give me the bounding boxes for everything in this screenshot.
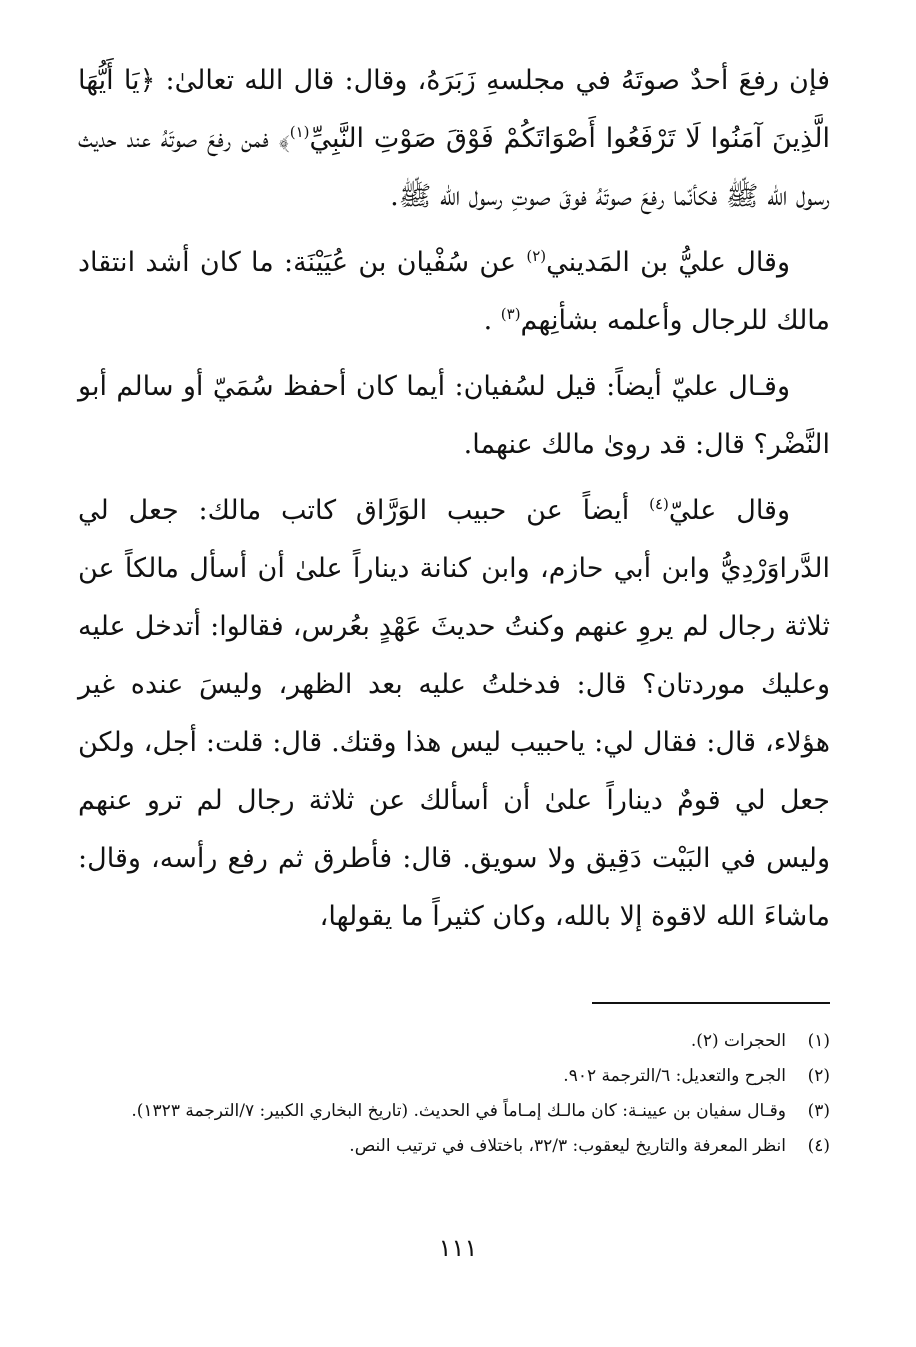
footnote-number: (٢) [807,1066,830,1086]
paragraph-1: فإن رفعَ أحدٌ صوتَهُ في مجلسهِ زَبَرَهُ، وقال: قال الله تعالىٰ: ﴿يَا أَيُّهَا الَّذِينَ آمَنُوا لَا تَرْفَعُوا أَصْوَاتَكُمْ فَوْقَ صَوْتِ النَّبِيِّ$^{(١)}$﴾ فمن رفعَ صوتَهُ عند حديث رسول الله ﷺ فكأنّما رفعَ صوتَهُ فوقَ صوتِ رسول الله ﷺ. [78,65,831,212]
footnotes [78,1024,830,1164]
paragraph-3: وقـال عليّ أيضاً: قيل لسُفيان: أيما كان أحفظ سُمَيّ أو سالم أبو النَّضْر؟ قال: قد روىٰ مالك عنهما. [78,371,830,460]
footnote-marker: (٢) [526,247,547,265]
footnote-text: وقـال سفيان بن عيينـة: كان مالـك إمـاماً في الحديث. (تاريخ البخاري الكبير: ٧/الترجمة ١٣٢٣). [131,1101,786,1121]
footnote-marker: (١) [289,123,310,141]
footnote-number: (٤) [807,1136,830,1156]
footnote-text: انظر المعرفة والتاريخ ليعقوب: ٣٢/٣، باختلاف في ترتيب النص. [349,1136,786,1156]
footnote-number: (٣) [807,1101,830,1121]
footnote-number: (١) [807,1031,830,1051]
footnote-2 [78,1059,830,1094]
footnote-1 [78,1024,830,1059]
footnote-separator [592,1002,830,1004]
paragraph-2: وقال عليُّ بن المَديني$^{(٢)}$ عن سُفْيان بن عُيَيْنَة: ما كان أشد انتقاد مالك للرجال وأعلمه بشأنِهم$^{(٣)}$ . [78,247,830,336]
footnote-text: الحجرات (٢). [690,1031,786,1051]
footnote-text: الجرح والتعديل: ٦/الترجمة ٩٠٢. [563,1066,786,1086]
footnote-marker: (٣) [500,305,521,323]
paragraph-4: وقال عليّ$^{(٤)}$ أيضاً عن حبيب الوَرَّاق كاتب مالك: جعل لي الدَّراوَرْدِيُّ وابن أبي حازم، وابن كنانة ديناراً علىٰ أن أسأل مالكاً عن ثلاثة رجال لم يروِ عنهم وكنتُ حديثَ عَهْدٍ بعُرس، فقالوا: أتدخل عليه وعليك موردتان؟ قال: فدخلتُ عليه بعد الظهر، وليسَ عنده غير هؤلاء، قال: فقال لي: ياحبيب ليس هذا وقتك. قال: قلت: أجل، ولكن جعل لي قومٌ ديناراً علىٰ أن أسألك عن ثلاثة رجال لم ترو عنهم وليس في البَيْت دَقِيق ولا سويق. قال: فأطرق ثم رفع رأسه، وقال: ماشاءَ الله لاقوة إلا بالله، وكان كثيراً ما يقولها، [78,495,830,932]
page-number: ١١١ [438,1234,478,1262]
footnote-marker: (٤) [649,495,669,513]
footnote-4 [78,1129,830,1164]
main-text [78,52,830,946]
footnote-3 [78,1094,830,1129]
